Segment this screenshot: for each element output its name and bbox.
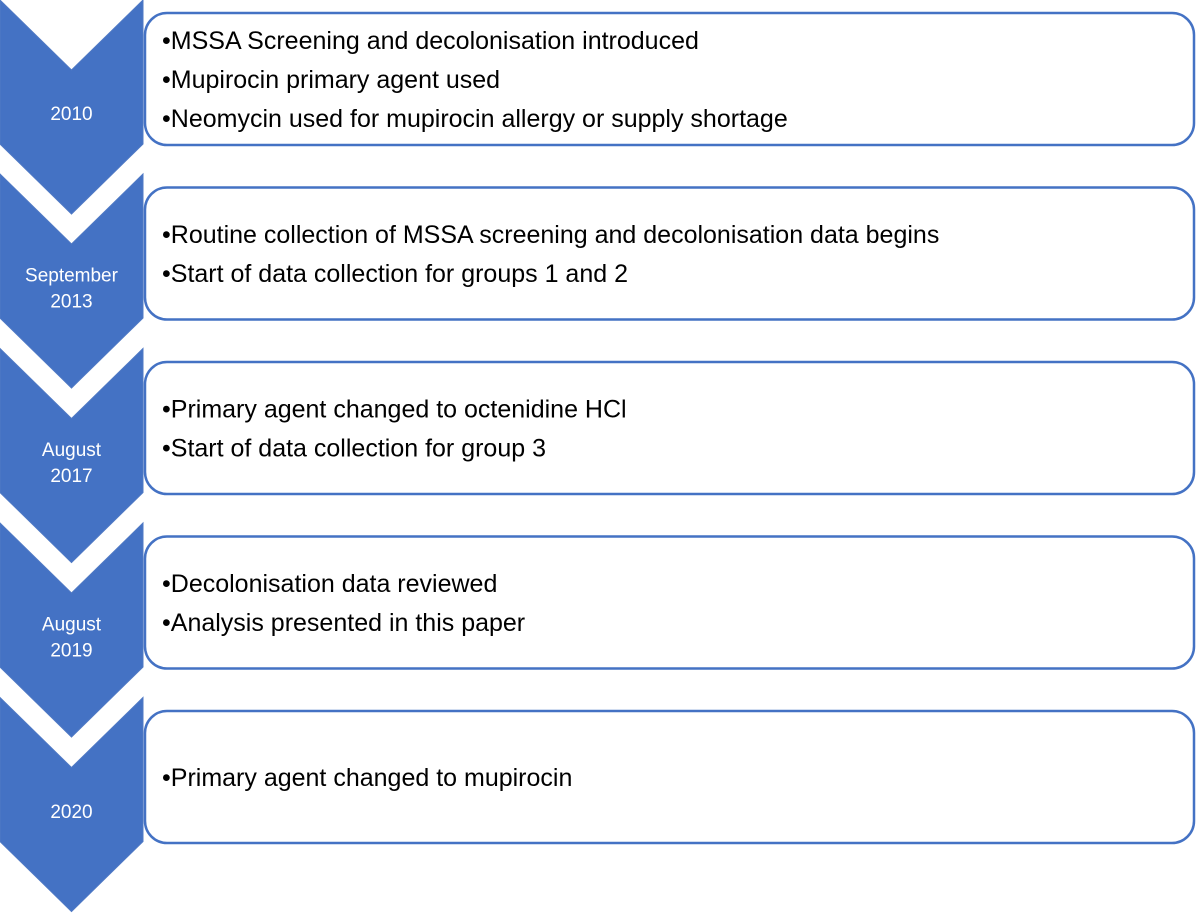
event-text: MSSA Screening and decolonisation introduced: [170, 26, 699, 55]
bullet-icon: •: [162, 220, 171, 249]
timeline-stage: [0, 698, 1194, 912]
bullet-icon: •: [162, 259, 171, 288]
timeline-stage: [0, 174, 1194, 388]
event-text: Mupirocin primary agent used: [170, 65, 501, 94]
bullet-icon: •: [162, 26, 171, 55]
stage-date-label: 2010: [50, 104, 93, 125]
stage-date-label: September: [25, 265, 118, 287]
event-text: Start of data collection for groups 1 and 2: [170, 259, 628, 288]
event-box: [145, 188, 1194, 320]
event-text: Start of data collection for group 3: [170, 434, 546, 463]
event-bullet-item: [162, 434, 546, 462]
event-bullet-item: [162, 66, 500, 94]
event-bullet-item: [162, 764, 572, 792]
event-bullet-item: [162, 105, 788, 133]
event-box: [145, 362, 1194, 494]
bullet-icon: •: [162, 434, 171, 463]
bullet-icon: •: [162, 65, 171, 94]
stage-date-label: August: [41, 614, 102, 636]
bullet-icon: •: [162, 395, 171, 424]
event-text: Routine collection of MSSA screening and decolonisation data begins: [170, 220, 940, 249]
stage-date-label: 2019: [50, 640, 93, 662]
stage-date-label: 2017: [50, 466, 93, 487]
stage-date-label: 2020: [50, 802, 93, 823]
event-bullet-item: [162, 609, 525, 637]
stage-date-label: August: [41, 440, 102, 461]
timeline-stage: [0, 523, 1194, 737]
bullet-icon: •: [162, 104, 171, 133]
timeline-stage: [0, 349, 1194, 563]
event-text: Primary agent changed to mupirocin: [170, 763, 573, 792]
event-box: [145, 537, 1194, 669]
bullet-icon: •: [162, 608, 171, 637]
event-text: Primary agent changed to octenidine HCl: [170, 395, 627, 424]
event-bullet-item: [162, 395, 627, 423]
event-bullet-item: [162, 27, 699, 55]
bullet-icon: •: [162, 569, 171, 598]
event-text: Decolonisation data reviewed: [170, 569, 498, 598]
bullet-icon: •: [162, 763, 171, 792]
timeline-stage: [0, 0, 1194, 214]
event-bullet-item: [162, 221, 939, 249]
event-text: Analysis presented in this paper: [170, 608, 526, 637]
event-text: Neomycin used for mupirocin allergy or supply shortage: [170, 104, 788, 133]
event-bullet-item: [162, 570, 497, 598]
stage-date-label: 2013: [50, 291, 93, 313]
event-bullet-item: [162, 260, 628, 288]
